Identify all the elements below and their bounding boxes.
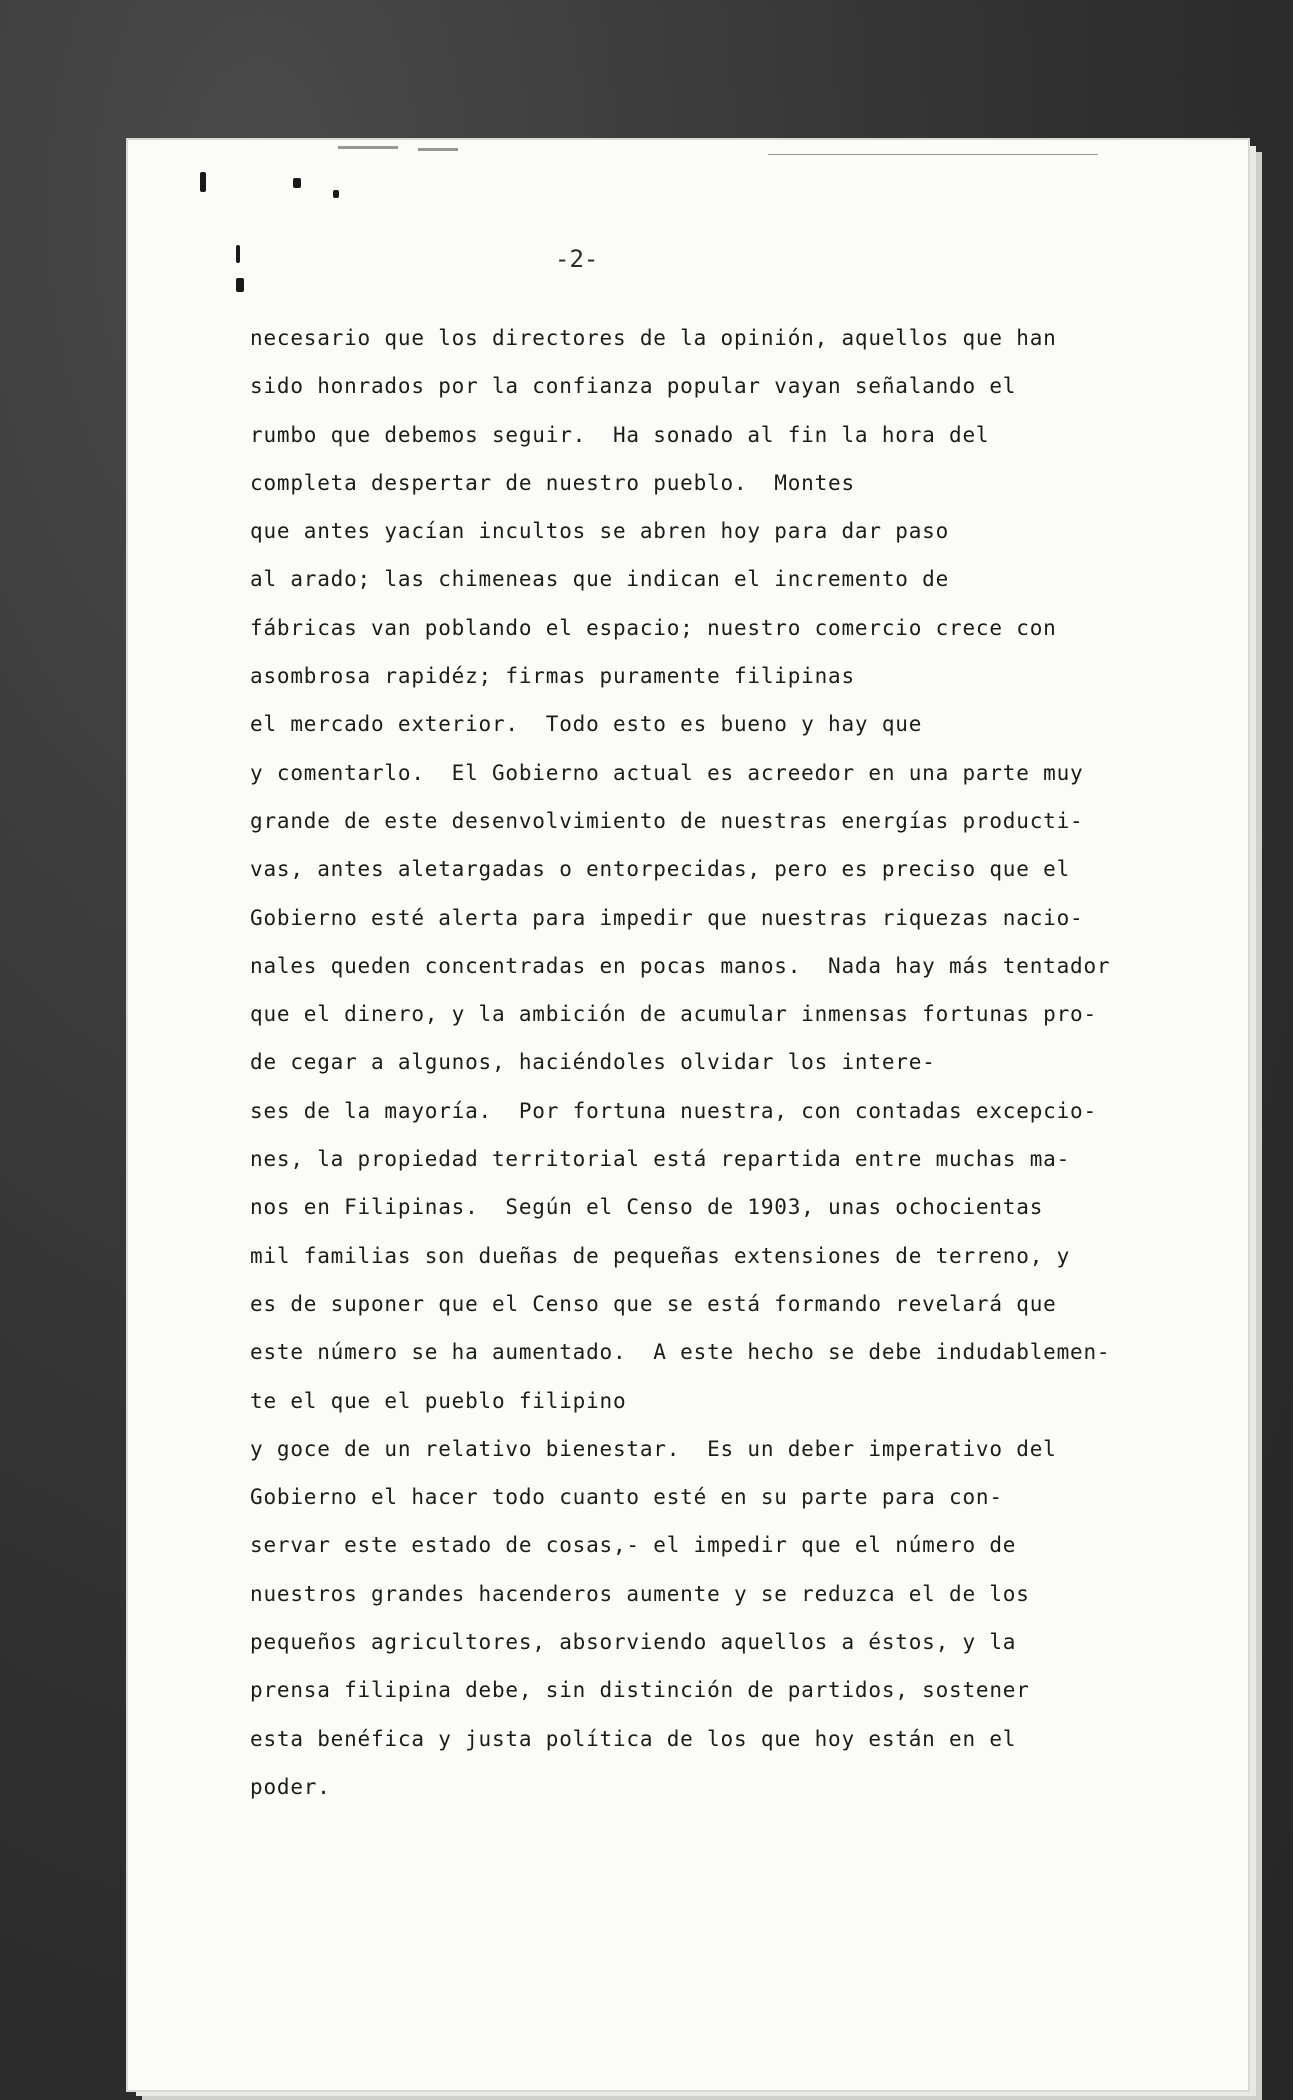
text-line: al arado; las chimeneas que indican el incremento de: [250, 567, 950, 592]
text-line: rumbo que debemos seguir. Ha sonado al fin la hora del: [250, 422, 990, 447]
text-line: te el que el pueblo filipino: [250, 1388, 627, 1413]
text-line: el mercado exterior. Todo esto es bueno y hay que: [250, 712, 923, 737]
text-line: Gobierno esté alerta para impedir que nuestras riquezas nacio-: [250, 905, 1084, 930]
text-line: servar este estado de cosas,- el impedir que el número de: [250, 1533, 1017, 1558]
text-line: es de suponer que el Censo que se está formando revelará que: [250, 1291, 1057, 1316]
text-line: Gobierno el hacer todo cuanto esté en su parte para con-: [250, 1485, 1003, 1510]
text-line: asombrosa rapidéz; firmas puramente filipinas: [250, 664, 855, 689]
margin-mark: [236, 245, 240, 263]
text-line: que antes yacían incultos se abren hoy para dar paso: [250, 519, 950, 544]
text-line: mil familias son dueñas de pequeñas extensiones de terreno, y: [250, 1243, 1071, 1268]
text-line: prensa filipina debe, sin distinción de partidos, sostener: [250, 1678, 1030, 1703]
text-line: pequeños agricultores, absorviendo aquellos a éstos, y la: [250, 1630, 1017, 1655]
text-line: vas, antes aletargadas o entorpecidas, pero es preciso que el: [250, 857, 1071, 882]
text-line: nales queden concentradas en pocas manos. Nada hay más tentador: [250, 953, 1111, 978]
page-number: -2-: [555, 245, 599, 273]
text-line: grande de este desenvolvimiento de nuestras energías producti-: [250, 808, 1084, 833]
text-line: nuestros grandes hacenderos aumente y se reduzca el de los: [250, 1581, 1030, 1606]
text-line: nos en Filipinas. Según el Censo de 1903, unas ochocientas: [250, 1195, 1044, 1220]
text-line: de cegar a algunos, haciéndoles olvidar los intere-: [250, 1050, 936, 1075]
text-line: y comentarlo. El Gobierno actual es acreedor en una parte muy: [250, 760, 1084, 785]
typewritten-body: [250, 314, 1180, 1811]
scan-smudge: [768, 154, 1098, 155]
text-line: ses de la mayoría. Por fortuna nuestra, con contadas excepcio-: [250, 1098, 1097, 1123]
text-line: y goce de un relativo bienestar. Es un deber imperativo del: [250, 1436, 1057, 1461]
text-line: esta benéfica y justa política de los que hoy están en el: [250, 1726, 1017, 1751]
text-line: completa despertar de nuestro pueblo. Montes: [250, 470, 855, 495]
text-line: que el dinero, y la ambición de acumular inmensas fortunas pro-: [250, 1002, 1097, 1027]
text-line: fábricas van poblando el espacio; nuestro comercio crece con: [250, 615, 1057, 640]
margin-mark: [293, 178, 301, 188]
text-line: necesario que los directores de la opinión, aquellos que han: [250, 326, 1057, 350]
text-line: sido honrados por la confianza popular vayan señalando el: [250, 374, 1017, 399]
text-line: nes, la propiedad territorial está repartida entre muchas ma-: [250, 1147, 1071, 1172]
text-line: poder.: [250, 1774, 331, 1799]
margin-mark: [200, 172, 206, 192]
scan-smudge: [338, 146, 398, 149]
margin-mark: [333, 190, 339, 198]
scan-smudge: [418, 148, 458, 151]
margin-mark: [236, 278, 244, 292]
text-line: este número se ha aumentado. A este hecho se debe indudablemen-: [250, 1340, 1111, 1365]
